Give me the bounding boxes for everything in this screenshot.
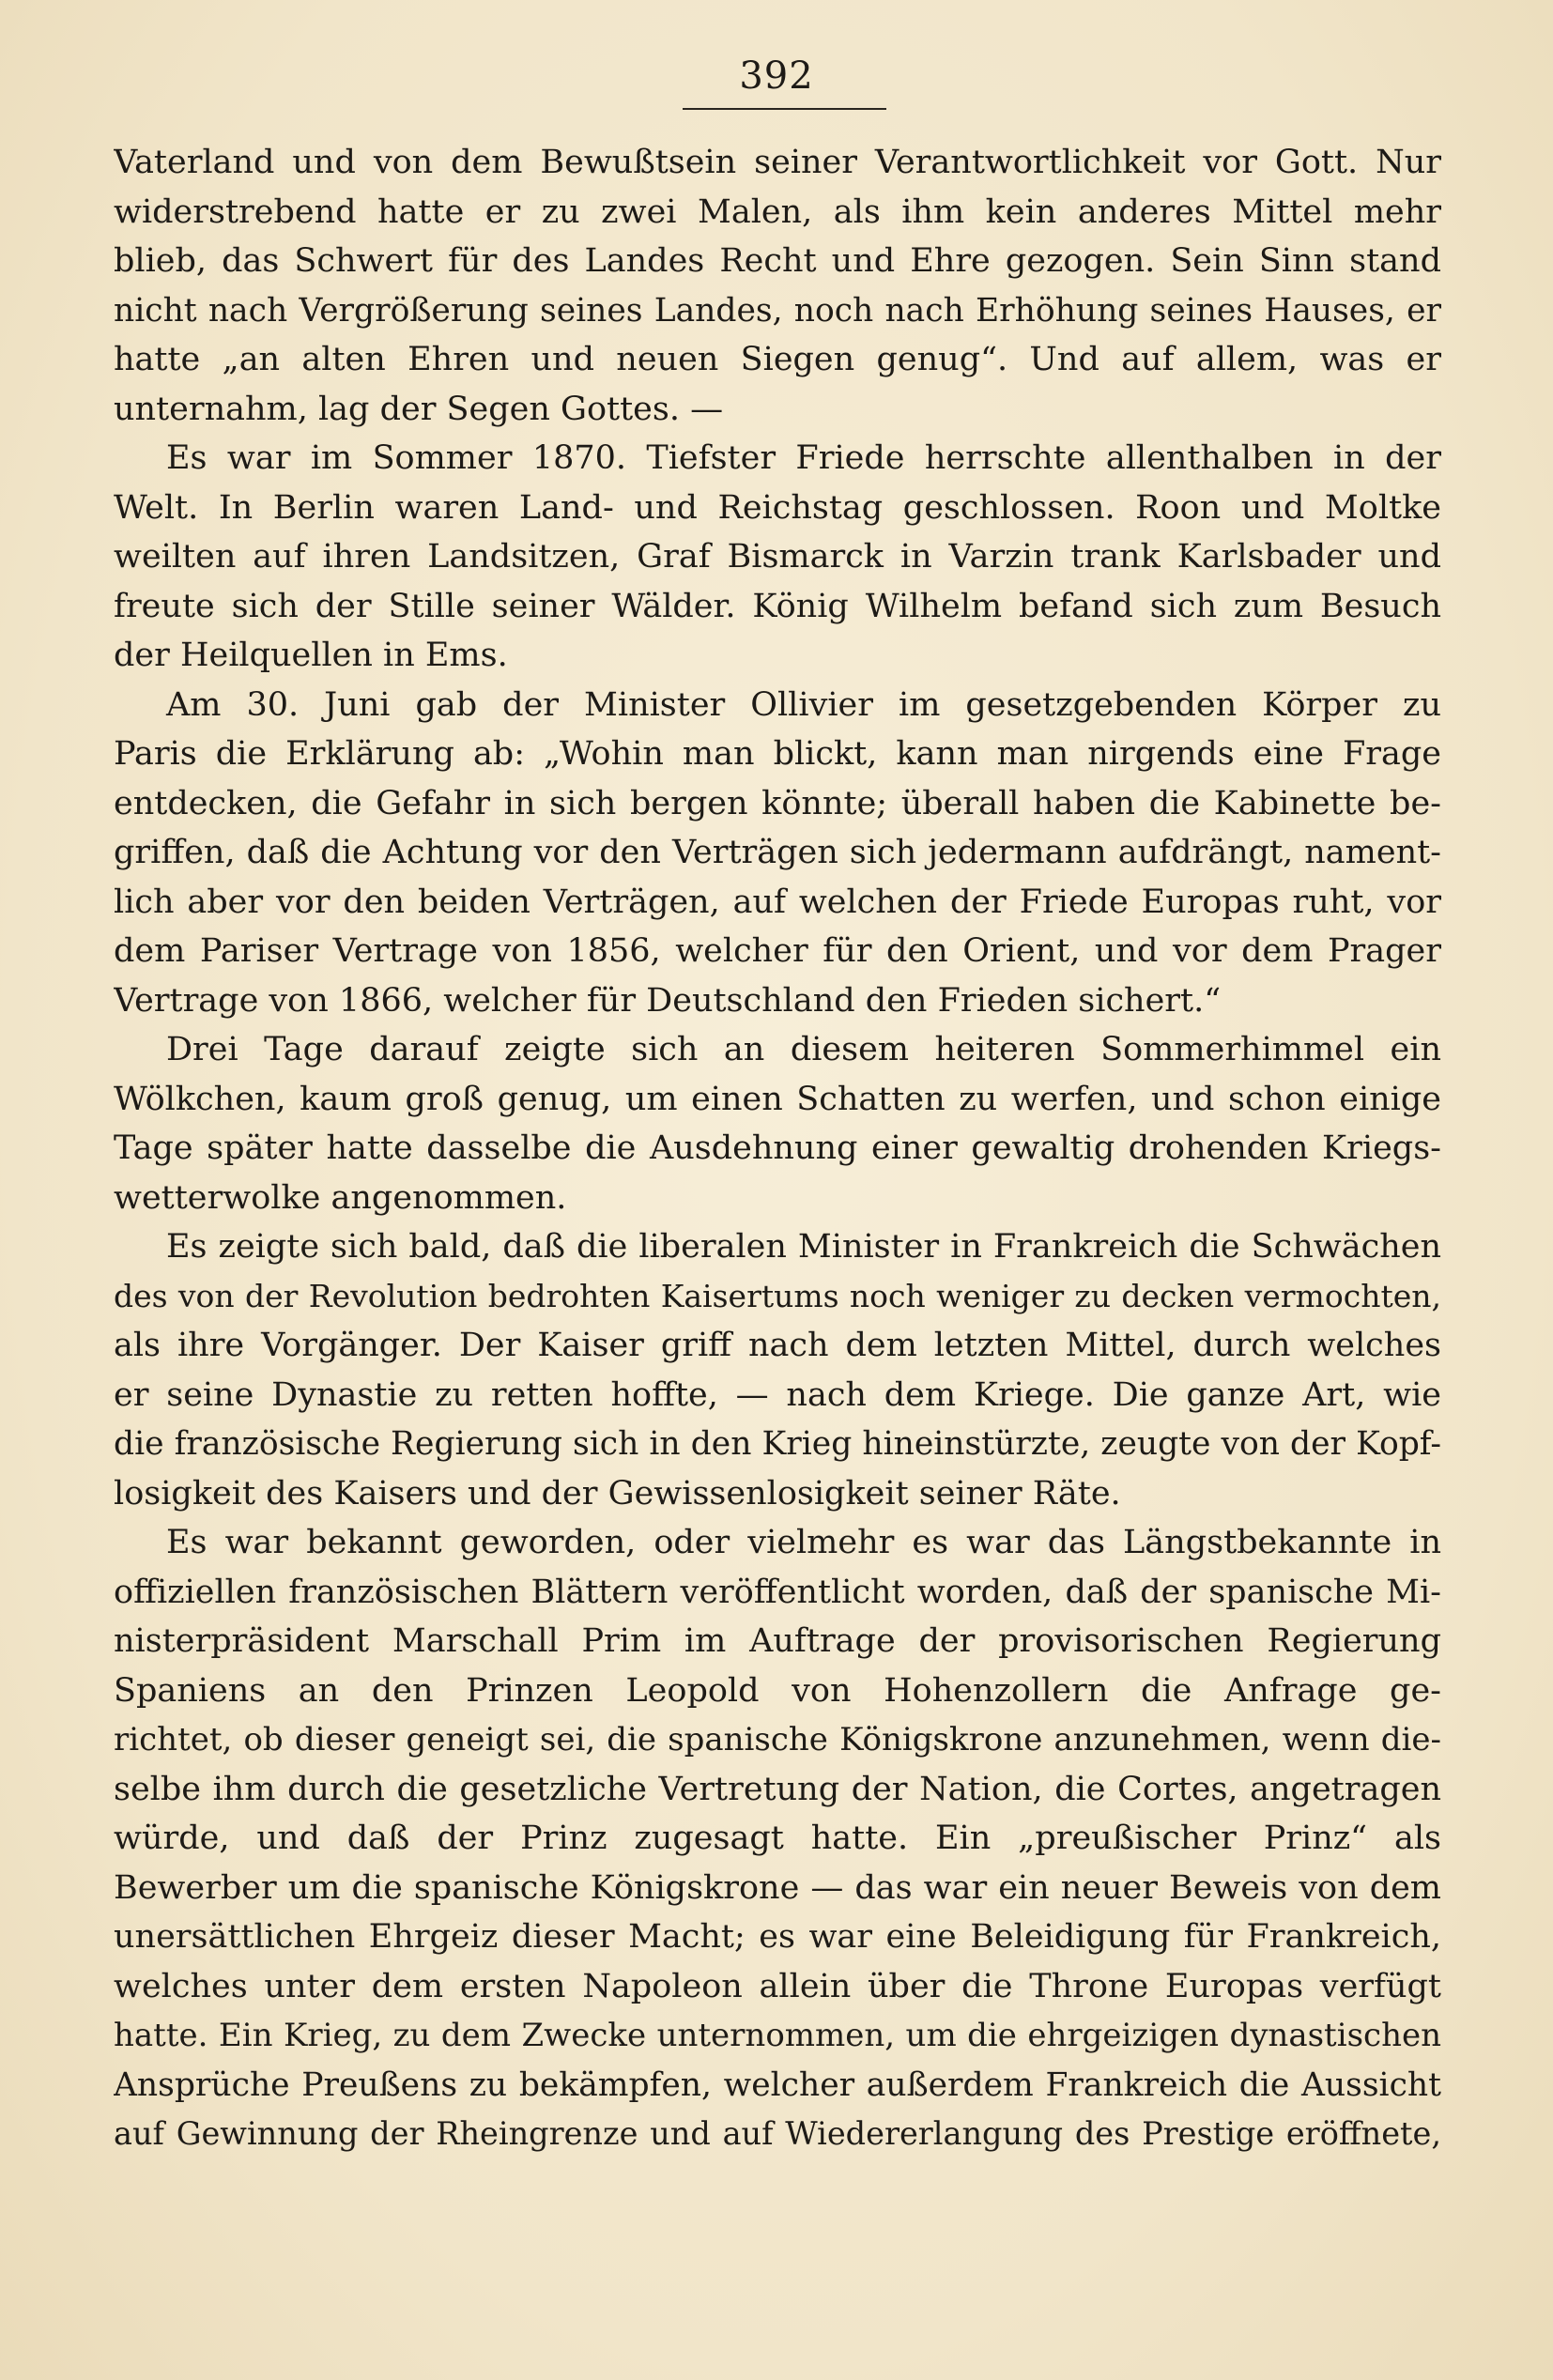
text-line: der Heilquellen in Ems. [114,637,508,674]
text-line: offiziellen französischen Blättern veröffentlicht worden, daß der spanische Mi- [114,1573,1441,1611]
text-line: Paris die Erklärung ab: „Wohin man blickt, kann man nirgends eine Frage [114,735,1441,773]
text-line: hatte „an alten Ehren und neuen Siegen genug“. Und auf allem, was er [114,341,1441,378]
text-line: Tage später hatte dasselbe die Ausdehnung einer gewaltig drohenden Kriegs- [114,1129,1441,1167]
text-line: freute sich der Stille seiner Wälder. König Wilhelm befand sich zum Besuch [114,587,1441,625]
text-line: des von der Revolution bedrohten Kaisertums noch weniger zu decken vermochten, [114,1277,1441,1314]
text-line: Es war im Sommer 1870. Tiefster Friede herrschte allenthalben in der [166,439,1441,477]
text-line: würde, und daß der Prinz zugesagt hatte. Ein „preußischer Prinz“ als [114,1820,1441,1857]
paragraph [114,1518,1441,2159]
text-line: auf Gewinnung der Rheingrenze und auf Wiedererlangung des Prestige eröffnete, [114,2115,1441,2152]
text-line: Bewerber um die spanische Königskrone — das war ein neuer Beweis von dem [114,1868,1441,1907]
text-line: welches unter dem ersten Napoleon allein über die Throne Europas verfügt [114,1967,1441,2005]
text-line: Vaterland und von dem Bewußtsein seiner Verantwortlichkeit vor Gott. Nur [114,144,1441,181]
text-line: dem Pariser Vertrage von 1856, welcher für den Orient, und vor dem Prager [114,932,1441,970]
text-line: selbe ihm durch die gesetzliche Vertretung der Nation, die Cortes, angetragen [114,1770,1441,1808]
text-line: losigkeit des Kaisers und der Gewissenlosigkeit seiner Räte. [114,1474,1121,1512]
text-line: richtet, ob dieser geneigt sei, die spanische Königskrone anzunehmen, wenn die- [114,1721,1441,1758]
paragraph [114,1222,1441,1518]
text-line: hatte. Ein Krieg, zu dem Zwecke unternommen, um die ehrgeizigen dynastischen [114,2017,1441,2054]
text-line: weilten auf ihren Landsitzen, Graf Bismarck in Varzin trank Karlsbader und [114,538,1441,576]
text-line: Vertrage von 1866, welcher für Deutschland den Frieden sichert.“ [114,981,1222,1020]
text-line: Es war bekannt geworden, oder vielmehr es war das Längstbekannte in [166,1524,1441,1561]
text-line: Drei Tage darauf zeigte sich an diesem heiteren Sommerhimmel ein [166,1031,1441,1068]
text-line: nicht nach Vergrößerung seines Landes, noch nach Erhöhung seines Hauses, er [114,291,1441,330]
text-line: als ihre Vorgänger. Der Kaiser griff nach dem letzten Mittel, durch welches [114,1327,1441,1364]
text-line: blieb, das Schwert für des Landes Recht und Ehre gezogen. Sein Sinn stand [114,242,1441,280]
paragraph [114,138,1441,434]
text-line: griffen, daß die Achtung vor den Verträgen sich jedermann aufdrängt, nament- [114,834,1441,871]
text-line: die französische Regierung sich in den Krieg hineinstürzte, zeugte von der Kopf- [114,1425,1441,1463]
text-line: Wölkchen, kaum groß genug, um einen Schatten zu werfen, und schon einige [114,1080,1441,1118]
text-line: Es zeigte sich bald, daß die liberalen Minister in Frankreich die Schwächen [166,1228,1441,1266]
text-line: Am 30. Juni gab der Minister Ollivier im gesetzgebenden Körper zu [166,685,1441,724]
text-line: unersättlichen Ehrgeiz dieser Macht; es war eine Beleidigung für Frankreich, [114,1918,1441,1956]
page-number: 392 [739,54,814,98]
text-line: wetterwolke angenommen. [114,1178,567,1217]
paragraph [114,1025,1441,1222]
text-line: Spaniens an den Prinzen Leopold von Hohenzollern die Anfrage ge- [114,1671,1441,1710]
text-line: Ansprüche Preußens zu bekämpfen, welcher außerdem Frankreich die Aussicht [114,2065,1441,2104]
text-line: entdecken, die Gefahr in sich bergen könnte; überall haben die Kabinette be- [114,784,1441,822]
text-line: lich aber vor den beiden Verträgen, auf welchen der Friede Europas ruht, vor [114,883,1441,921]
text-line: Welt. In Berlin waren Land- und Reichstag geschlossen. Roon und Moltke [114,488,1441,527]
body-text [114,138,1441,2159]
text-line: er seine Dynastie zu retten hoffte, — nach dem Kriege. Die ganze Art, wie [114,1375,1441,1414]
header-rule [683,108,886,110]
paragraph [114,434,1441,681]
paragraph [114,681,1441,1026]
text-line: unternahm, lag der Segen Gottes. — [114,390,724,428]
text-line: widerstrebend hatte er zu zwei Malen, als ihm kein anderes Mittel mehr [114,192,1441,231]
text-line: nisterpräsident Marschall Prim im Auftrage der provisorischen Regierung [114,1622,1441,1660]
